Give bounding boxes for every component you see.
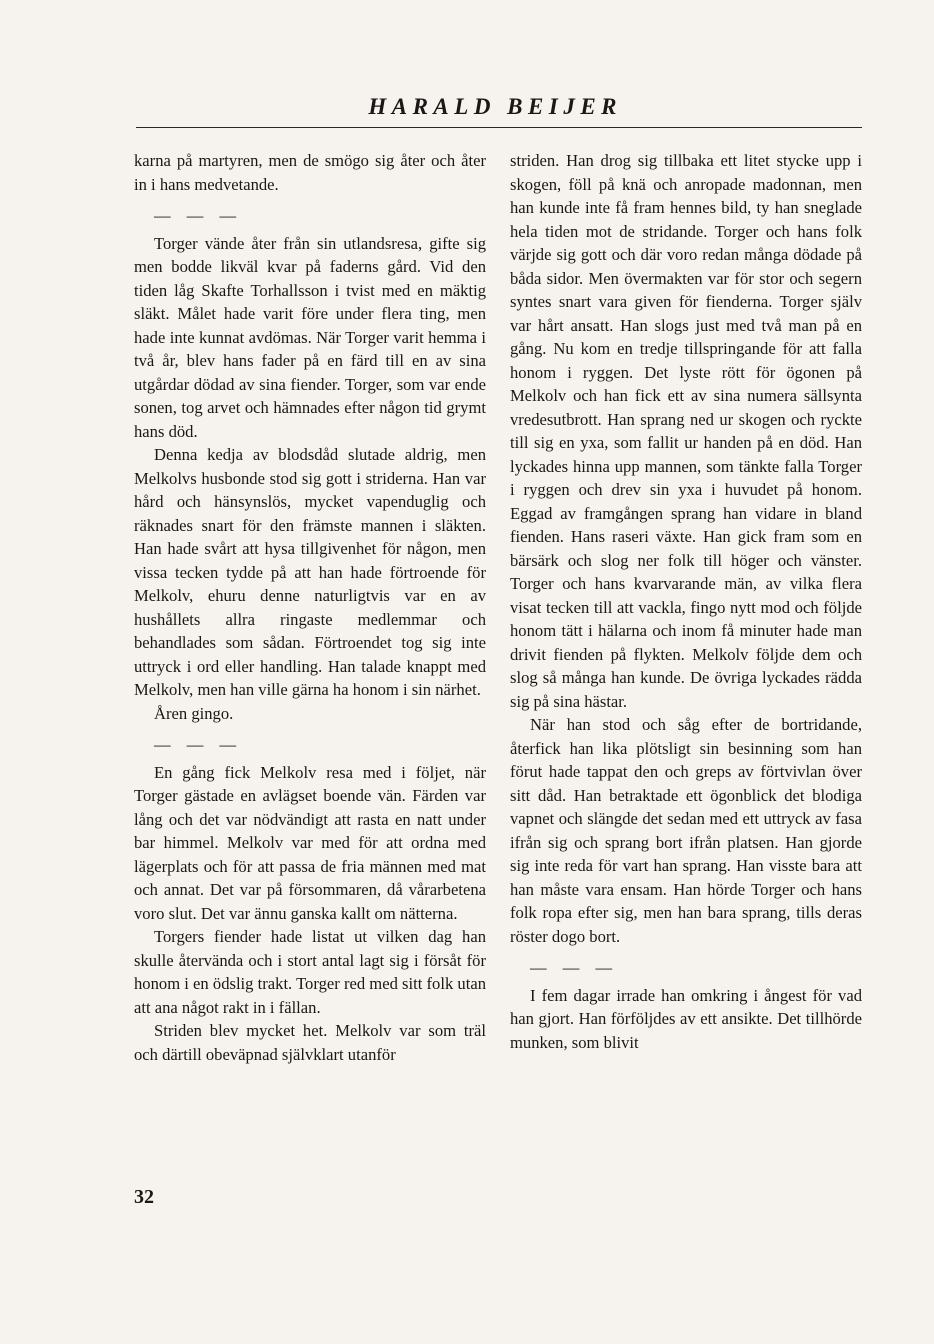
paragraph: striden. Han drog sig tillbaka ett litet stycke upp i skogen, föll på knä och anropade madonnan, men han kunde inte få fram hennes bild, ty han sneglade hela tiden mot de stridande. Torger och hans folk värjde sig gott och där voro redan många dödade på båda sidor. Men övermakten var för stor och segern syntes snart vara given för fienderna. Torger själv var hårt ansatt. Han slogs just med två man på en gång. Nu kom en tredje tillspringande för att falla honom i ryggen. Det lyste rött för ögonen på Melkolv och han fick ett av sina numera sällsynta vredesutbrott. Han sprang ned ur skogen och ryckte till sig en yxa, som fallit ur handen på en död. Han lyckades hinna upp mannen, som tänkte falla Torger i ryggen och drev sin yxa i huvudet på honom. Eggad av framgången sprang han vidare in bland fienden. Hans raseri växte. Han gick fram som en bärsärk och slog ner folk till höger och vänster. Torger och hans kvarvarande män, av vilka flera visat tecken till att vackla, fingo nytt mod och följde honom tätt i hälarna och inom få minuter hade man drivit fienden på flykten. Melkolv följde dem och slog så många han kunde. De övriga lyckades rädda sig på sina hästar.	[510, 151, 862, 711]
paragraph: karna på martyren, men de smögo sig åter och åter in i hans medvetande.	[134, 151, 486, 194]
page-number: 32	[134, 1186, 154, 1208]
header-rule	[136, 127, 862, 128]
paragraph: Striden blev mycket het. Melkolv var som träl och därtill obeväpnad självklart utanför	[134, 1021, 486, 1064]
paragraph: Torgers fiender hade listat ut vilken dag han skulle återvända och i stort antal lagt sig i försåt för honom i en ödslig trakt. Torger red med sitt folk utan att ana något rakt in i fällan.	[134, 927, 486, 1017]
paragraph: En gång fick Melkolv resa med i följet, när Torger gästade en avlägset boende vän. Färden var lång och det var nödvändigt att rasta en natt under bar himmel. Melkolv var med för att ordna med lägerplats och för att passa de fria männen med mat och annat. Det var på försommaren, då vårarbetena voro slut. Det var ännu ganska kallt om nätterna.	[134, 762, 486, 923]
left-column	[134, 149, 486, 1066]
section-separator: — — —	[154, 206, 243, 225]
running-title: HARALD BEIJER	[368, 94, 622, 119]
paragraph: Denna kedja av blodsdåd slutade aldrig, men Melkolvs husbonde stod sig gott i striderna. Han var hård och hänsynslös, mycket vapenduglig och räknades snart för den främste mannen i släkten. Han hade svårt att hysa tillgivenhet för någon, men vissa tecken tydde på att han hade förtroende för Melkolv, ehuru denne naturligtvis var en av hushållets allra ringaste medlemmar och behandlades som sådan. Förtroendet tog sig inte uttryck i ord eller handling. Han talade knappt med Melkolv, men han ville gärna ha honom i sin närhet.	[134, 445, 486, 699]
section-separator: — — —	[154, 735, 243, 754]
paragraph: Torger vände åter från sin utlandsresa, gifte sig men bodde likväl kvar på faderns gård. Vid den tiden låg Skafte Torhallsson i tvist med en mäktig släkt. Målet hade varit före under flera ting, men hade inte kunnat avdömas. När Torger varit hemma i två år, blev hans fader på en färd till en av sina utgårdar dödad av sina fiender. Torger, som var ende sonen, tog arvet och hämnades efter någon tid grymt hans död.	[134, 233, 486, 441]
paragraph: När han stod och såg efter de bortridande, återfick han lika plötsligt sin besinning som han förut hade tappat den och greps av förtvivlan över sitt dåd. Han betraktade ett ögonblick det blodiga vapnet och slängde det sedan med ett uttryck av fasa ifrån sig och sprang bort ifrån platsen. Han gjorde sig inte reda för vart han sprang. Han visste bara att han måste vara ensam. Han hörde Torger och hans folk ropa efter sig, men han bara sprang, tills deras röster dogo bort.	[510, 715, 862, 946]
right-column	[510, 149, 862, 1054]
paragraph: Åren gingo.	[154, 703, 234, 723]
section-separator: — — —	[530, 958, 619, 977]
paragraph: I fem dagar irrade han omkring i ångest för vad han gjort. Han förföljdes av ett ansikte. Det tillhörde munken, som blivit	[510, 985, 862, 1052]
